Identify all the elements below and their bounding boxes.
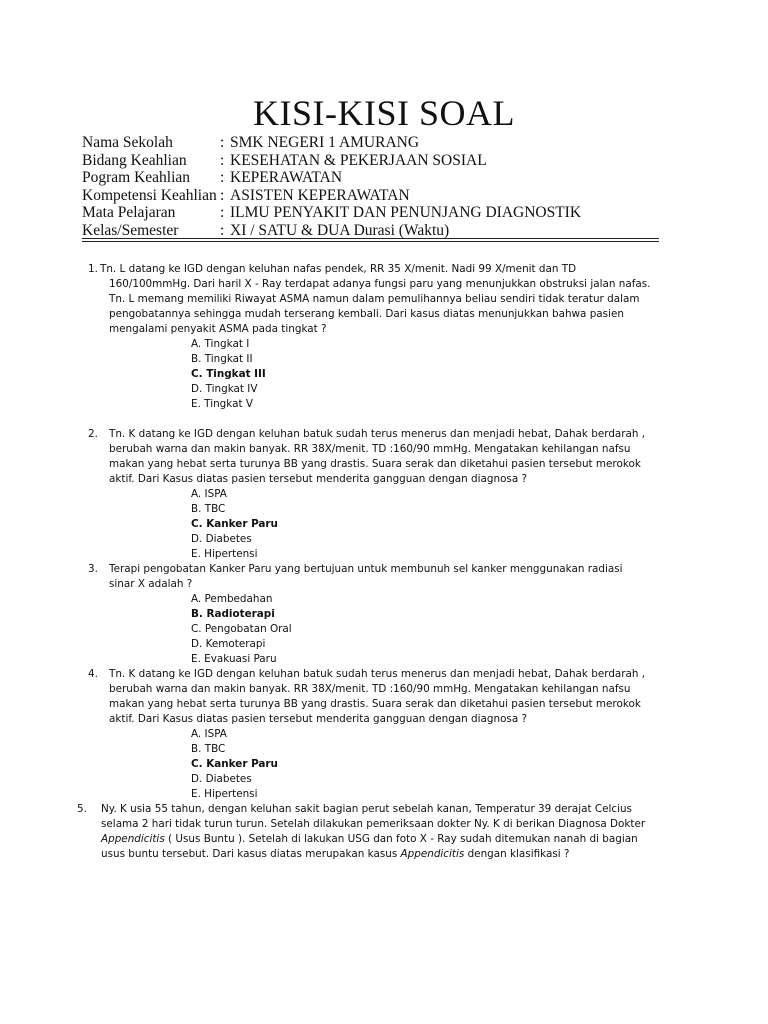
info-value: XI / SATU & DUA Durasi (Waktu) (230, 221, 450, 239)
divider-line (82, 241, 659, 242)
question-text-line: Tn. K datang ke IGD dengan keluhan batuk sudah terus menerus dan menjadi hebat, Dahak berdarah , (109, 668, 646, 680)
info-row-field (82, 152, 581, 170)
answer-option-correct: C. Tingkat III (191, 368, 266, 380)
info-row-program (82, 169, 581, 187)
answer-option: B. TBC (191, 503, 226, 515)
question-text-line: berubah warna dan makin banyak. RR 38X/menit. TD :160/90 mmHg. Mengatakan kehilangan nafsu (109, 683, 631, 695)
question-text-line (0, 832, 768, 847)
info-colon: : (220, 204, 225, 222)
question-text-line: berubah warna dan makin banyak. RR 38X/menit. TD :160/90 mmHg. Mengatakan kehilangan nafsu (109, 443, 631, 455)
question-text-line: Tn. L memang memiliki Riwayat ASMA namun dalam pemulihannya beliau sendiri tidak teratur dalam (109, 293, 640, 305)
question-number: 3. (88, 563, 98, 575)
question-number: 1. (88, 263, 98, 275)
info-row-school (82, 134, 581, 152)
info-colon: : (220, 169, 225, 187)
info-colon: : (220, 134, 225, 151)
question-text-line: Ny. K usia 55 tahun, dengan keluhan sakit bagian perut sebelah kanan, Temperatur 39 derajat Celcius (101, 803, 632, 815)
question-text-line: Tn. L datang ke IGD dengan keluhan nafas pendek, RR 35 X/menit. Nadi 99 X/menit dan TD (100, 263, 577, 275)
question-text-line: makan yang hebat serta turunya BB yang drastis. Suara serak dan diketahui pasien tersebut merokok (109, 458, 641, 470)
question-text-line: 160/100mmHg. Dari haril X - Ray terdapat adanya fungsi paru yang menunjukkan obstruksi jalan nafas. (109, 278, 651, 290)
info-value: ILMU PENYAKIT DAN PENUNJANG DIAGNOSTIK (230, 204, 582, 222)
question-text-line: sinar X adalah ? (109, 578, 193, 590)
answer-option: D. Diabetes (191, 533, 252, 545)
info-row-class (82, 222, 581, 240)
info-value: SMK NEGERI 1 AMURANG (230, 134, 420, 151)
question-1 (0, 262, 768, 412)
question-text-segment: dengan klasifikasi ? (464, 848, 570, 860)
question-number: 2. (88, 428, 98, 440)
answer-option: E. Tingkat V (191, 398, 253, 410)
answer-option: A. ISPA (191, 488, 227, 500)
question-4 (0, 667, 768, 802)
question-number: 4. (88, 668, 98, 680)
question-text-segment: usus buntu tersebut. Dari kasus diatas merupakan kasus (101, 848, 401, 860)
info-colon: : (220, 151, 225, 169)
answer-option: E. Hipertensi (191, 548, 258, 560)
info-label: Mata Pelajaran (82, 204, 176, 222)
info-colon: : (220, 221, 225, 239)
italic-term: Appendicitis (101, 833, 165, 845)
answer-option: B. Tingkat II (191, 353, 253, 365)
answer-option: E. Hipertensi (191, 788, 258, 800)
info-label: Kompetensi Keahlian (82, 186, 217, 204)
question-text-line: aktif. Dari Kasus diatas pasien tersebut menderita gangguan dengan diagnosa ? (109, 713, 528, 725)
question-list (0, 262, 768, 862)
info-label: Nama Sekolah (82, 134, 173, 151)
question-text-line: aktif. Dari Kasus diatas pasien tersebut menderita gangguan dengan diagnosa ? (109, 473, 528, 485)
answer-option: D. Diabetes (191, 773, 252, 785)
question-text-line: Tn. K datang ke IGD dengan keluhan batuk sudah terus menerus dan menjadi hebat, Dahak berdarah , (109, 428, 646, 440)
answer-option: D. Kemoterapi (191, 638, 266, 650)
answer-option: B. TBC (191, 743, 226, 755)
answer-option-correct: C. Kanker Paru (191, 518, 278, 530)
question-2 (0, 427, 768, 562)
info-colon: : (220, 186, 225, 204)
info-label: Pogram Keahlian (82, 169, 191, 187)
info-label: Bidang Keahlian (82, 151, 187, 169)
question-text-line: selama 2 hari tidak turun turun. Setelah dilakukan pemeriksaan dokter Ny. K di berikan Diagnosa Dokter (101, 818, 646, 830)
divider-line (82, 238, 659, 239)
info-row-competency (82, 187, 581, 205)
info-row-subject (82, 204, 581, 222)
page-title: KISI-KISI SOAL (253, 93, 515, 133)
info-value: KEPERAWATAN (230, 169, 343, 187)
question-number: 5. (77, 803, 87, 815)
answer-option-correct: B. Radioterapi (191, 608, 275, 620)
answer-option: D. Tingkat IV (191, 383, 258, 395)
italic-term: Appendicitis (400, 848, 465, 860)
answer-option: A. ISPA (191, 728, 227, 740)
info-label: Kelas/Semester (82, 221, 179, 239)
question-text-line: mengalami penyakit ASMA pada tingkat ? (109, 323, 327, 335)
answer-option: A. Tingkat I (191, 338, 250, 350)
school-info-table (82, 134, 581, 240)
answer-option: E. Evakuasi Paru (191, 653, 277, 665)
answer-option-correct: C. Kanker Paru (191, 758, 278, 770)
question-5 (0, 802, 768, 862)
question-text-line: makan yang hebat serta turunya BB yang drastis. Suara serak dan diketahui pasien tersebut merokok (109, 698, 641, 710)
answer-option: C. Pengobatan Oral (191, 623, 292, 635)
question-text-line (0, 847, 768, 862)
question-text-segment: ( Usus Buntu ). Setelah di lakukan USG dan foto X - Ray sudah ditemukan nanah di bagian (164, 833, 638, 845)
question-text-line: Terapi pengobatan Kanker Paru yang bertujuan untuk membunuh sel kanker menggunakan radiasi (109, 563, 623, 575)
info-value: KESEHATAN & PEKERJAAN SOSIAL (230, 151, 487, 169)
answer-option: A. Pembedahan (191, 593, 273, 605)
info-value: ASISTEN KEPERAWATAN (230, 186, 410, 204)
question-text-line: pengobatannya sehingga mudah terserang kembali. Dari kasus diatas menunjukkan bahwa pasien (109, 308, 624, 320)
question-3 (0, 562, 768, 667)
